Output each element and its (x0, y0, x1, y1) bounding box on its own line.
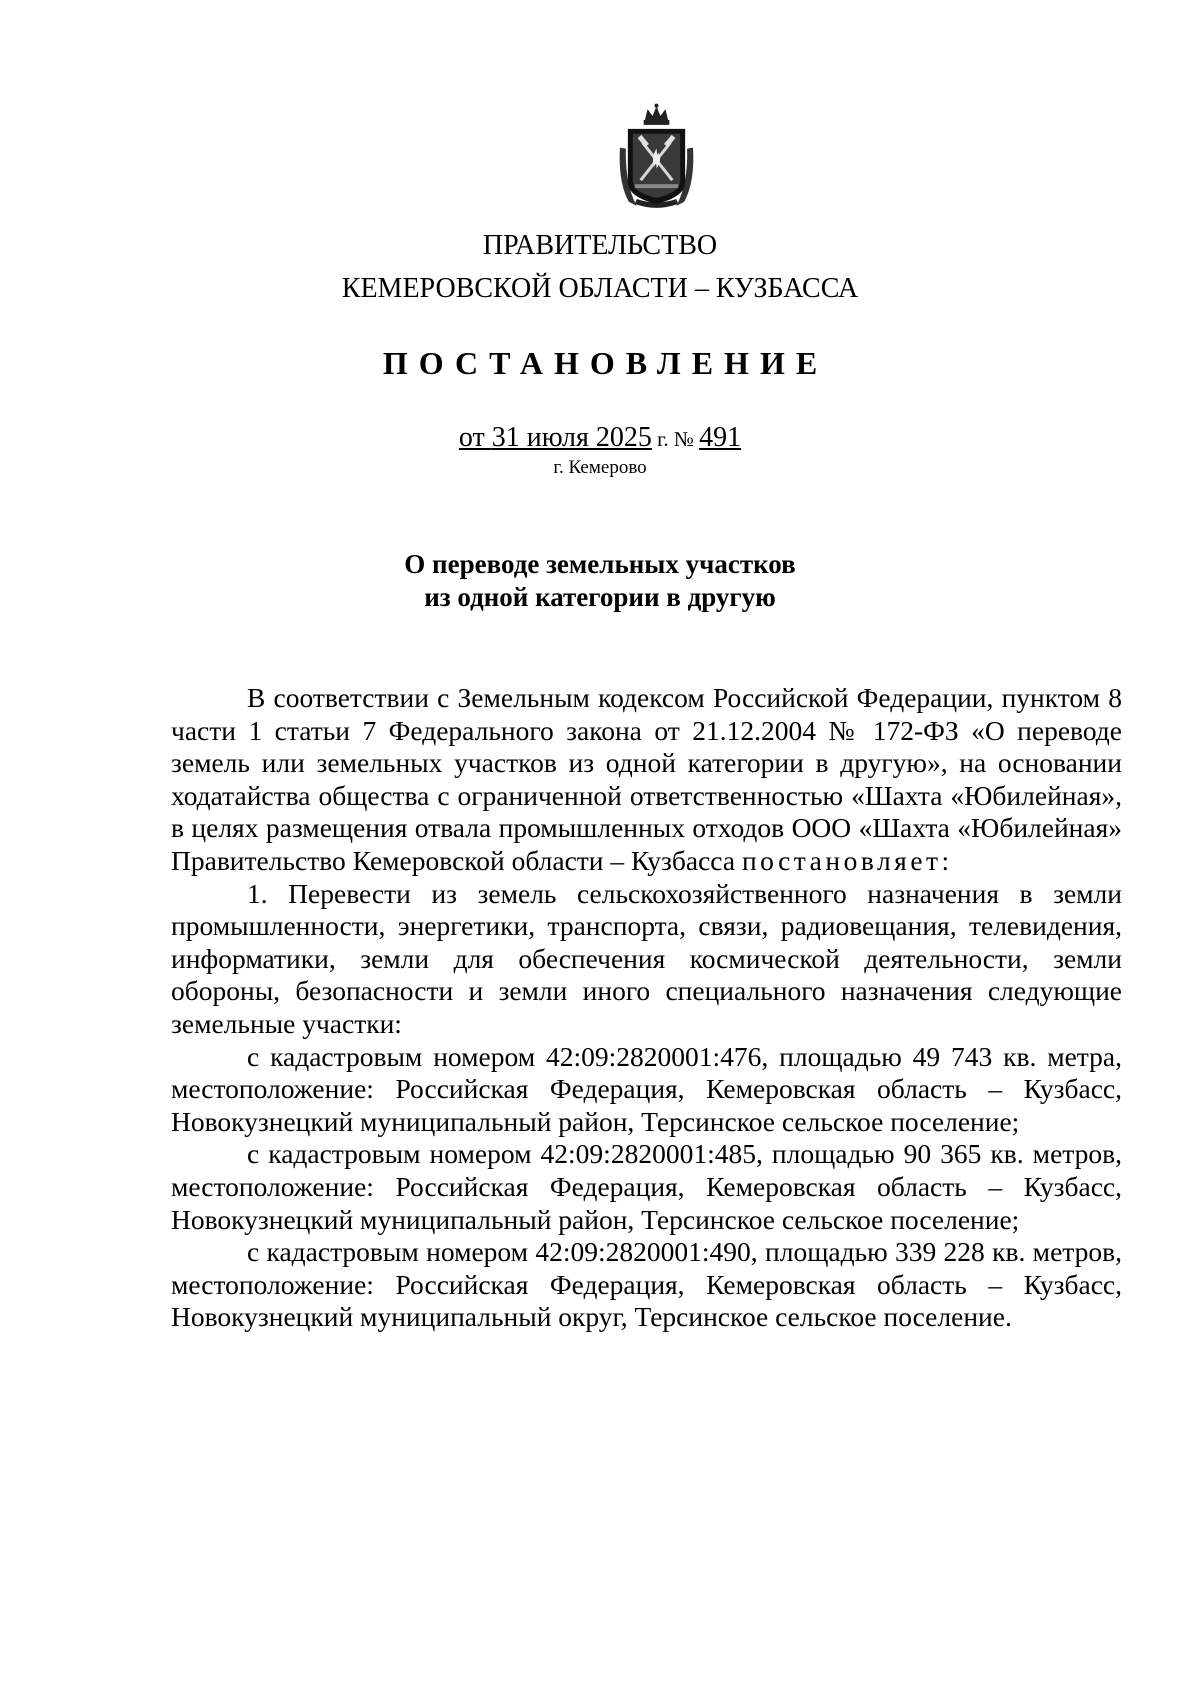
subject-line2: из одной категории в другую (424, 582, 776, 612)
parcel-paragraph-485: с кадастровым номером 42:09:2820001:485, площадью 90 365 кв. метров, местоположение: Российская Федерация, Кемеровская область – Кузбасс, Новокузнецкий муниципальный район, Терсинское сельское поселение; (171, 1138, 1122, 1235)
kuzbass-coat-of-arms-icon (617, 103, 696, 210)
resolves-word: постановляет: (741, 844, 953, 876)
government-name-line2: КЕМЕРОВСКОЙ ОБЛАСТИ – КУЗБАССА (341, 273, 859, 304)
city-label: г. Кемерово (553, 457, 647, 478)
preamble-text: В соответствии с Земельным кодексом Российской Федерации, пунктом 8 части 1 статьи 7 Федерального закона от 21.12.2004 № 172-ФЗ «О переводе земель или земельных участков из одной категории в другую», на основании ходатайства общества с ограниченной ответственностью «Шахта «Юбилейная», в целях размещения отвала промышленных отходов ООО «Шахта «Юбилейная» Правительство Кемеровской области – Кузбасса (171, 682, 1122, 876)
parcel-paragraph-476: с кадастровым номером 42:09:2820001:476, площадью 49 743 кв. метра, местоположение: Российская Федерация, Кемеровская область – Кузбасс, Новокузнецкий муниципальный район, Терсинское сельское поселение; (171, 1040, 1122, 1137)
parcel-paragraph-490: с кадастровым номером 42:09:2820001:490, площадью 339 228 кв. метров, местоположение: Российская Федерация, Кемеровская область – Кузбасс, Новокузнецкий муниципальный округ, Терсинское сельское поселение. (171, 1236, 1122, 1333)
subject-line1: О переводе земельных участков (404, 549, 796, 579)
preamble-paragraph (171, 682, 1122, 878)
date-prefix: от (458, 422, 492, 453)
document-date: 31 июля 2025 (491, 422, 652, 453)
document-number: 491 (699, 422, 742, 453)
document-type-title: ПОСТАНОВЛЕНИЕ (382, 345, 829, 381)
document-body (171, 682, 1122, 1334)
date-number-line (0, 422, 1200, 454)
item-1-paragraph: 1. Перевести из земель сельскохозяйственного назначения в земли промышленности, энергетики, транспорта, связи, радиовещания, телевидения, информатики, земли для обеспечения космической деятельности, земли обороны, безопасности и земли иного специального назначения следующие земельные участки: (171, 877, 1122, 1039)
year-number-label: г. № (651, 427, 700, 451)
government-name-line1: ПРАВИТЕЛЬСТВО (482, 230, 718, 261)
document-subject (0, 548, 1200, 614)
